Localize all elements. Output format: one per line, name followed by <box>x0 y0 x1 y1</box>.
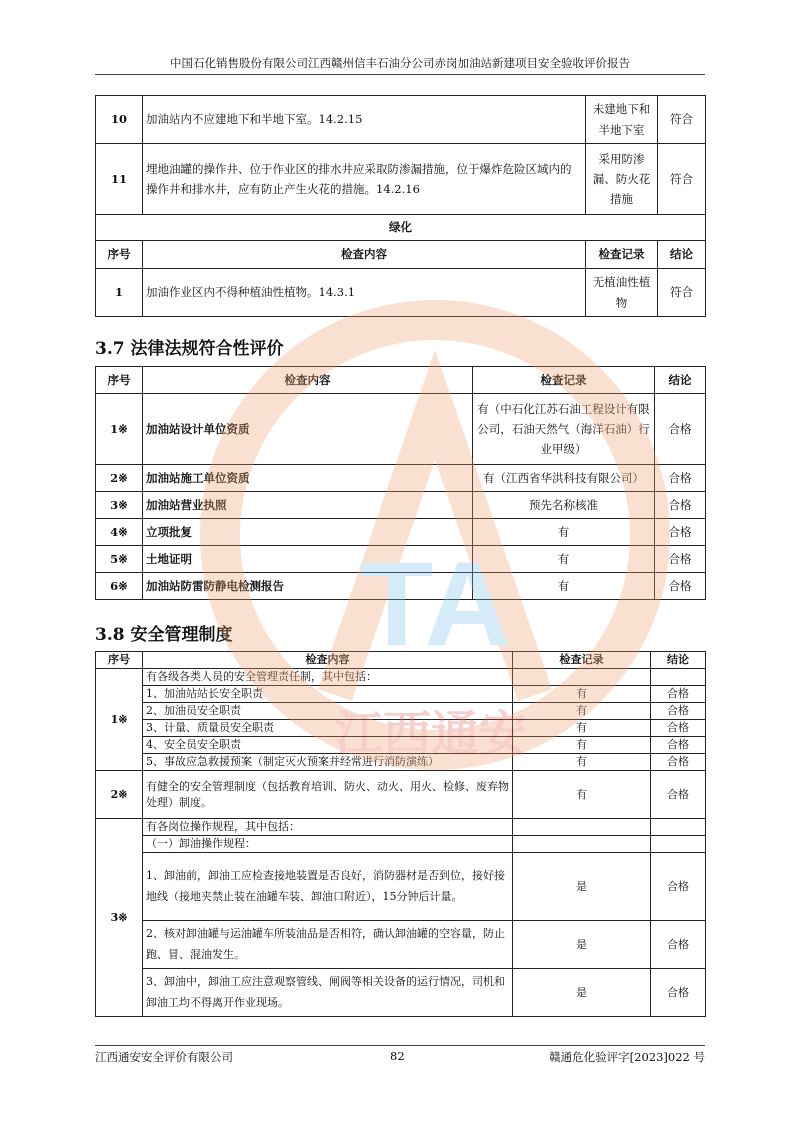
check-content: 2、加油员安全职责 <box>143 703 513 720</box>
check-record <box>513 836 651 853</box>
check-content: 有各级各类人员的安全管理责任制，其中包括： <box>143 669 513 686</box>
check-result <box>651 836 706 853</box>
row-number: 11 <box>96 144 143 215</box>
check-result: 合格 <box>655 573 706 600</box>
check-record: 预先名称核准 <box>473 492 655 519</box>
footer-company: 江西通安安全评价有限公司 <box>95 1050 233 1064</box>
check-content: 2、核对卸油罐与运油罐车所装油品是否相符，确认卸油罐的空容量，防止跑、冒、混油发生。 <box>143 921 513 969</box>
check-result <box>651 819 706 836</box>
table-row <box>96 465 706 492</box>
check-content: 3、卸油中，卸油工应注意观察管线、闸阀等相关设备的运行情况，司机和卸油工均不得离开作业现场。 <box>143 969 513 1017</box>
check-content: 3、计量、质量员安全职责 <box>143 720 513 737</box>
check-content: 加油站设计单位资质 <box>143 394 473 465</box>
check-content: 加油作业区内不得种植油性植物。14.3.1 <box>143 269 586 317</box>
table-header-row <box>96 367 706 394</box>
check-record: 无植油性植物 <box>586 269 658 317</box>
check-content: 加油站施工单位资质 <box>143 465 473 492</box>
col-header-content: 检查内容 <box>143 652 513 669</box>
row-number: 5※ <box>96 546 143 573</box>
check-record: 有（江西省华洪科技有限公司） <box>473 465 655 492</box>
check-result: 合格 <box>655 519 706 546</box>
table-row <box>96 754 706 771</box>
table-row <box>96 771 706 819</box>
table-row <box>96 492 706 519</box>
check-result: 合格 <box>651 853 706 921</box>
table-header-row <box>96 241 706 269</box>
legal-compliance-table <box>95 366 706 600</box>
check-record: 有（中石化江苏石油工程设计有限公司，石油天然气（海洋石油）行业甲级） <box>473 394 655 465</box>
table-row <box>96 669 706 686</box>
check-result: 合格 <box>651 686 706 703</box>
check-record <box>513 819 651 836</box>
table-row <box>96 737 706 754</box>
subsection-row <box>96 215 706 241</box>
table-row <box>96 686 706 703</box>
table-row <box>96 573 706 600</box>
row-number: 3※ <box>96 819 143 1017</box>
table-row <box>96 96 706 144</box>
header-divider <box>95 74 705 75</box>
check-content: 1、卸油前，卸油工应检查接地装置是否良好，消防器材是否到位，接好接地线（接地夹禁止装在油罐车装、卸油口附近），15分钟后计量。 <box>143 853 513 921</box>
check-result: 合格 <box>655 546 706 573</box>
check-content: （一）卸油操作规程： <box>143 836 513 853</box>
footer-divider <box>95 1045 705 1046</box>
check-record: 采用防渗漏、防火花措施 <box>586 144 658 215</box>
check-record: 有 <box>513 737 651 754</box>
table-row <box>96 921 706 969</box>
check-result: 合格 <box>655 394 706 465</box>
col-header-record: 检查记录 <box>513 652 651 669</box>
check-content: 加油站防雷防静电检测报告 <box>143 573 473 600</box>
check-content: 有各岗位操作规程，其中包括： <box>143 819 513 836</box>
table-row <box>96 519 706 546</box>
col-header-content: 检查内容 <box>143 367 473 394</box>
check-result: 符合 <box>658 144 706 215</box>
check-record: 是 <box>513 921 651 969</box>
check-record: 是 <box>513 969 651 1017</box>
check-result: 合格 <box>651 771 706 819</box>
check-result: 合格 <box>651 921 706 969</box>
check-record: 有 <box>513 720 651 737</box>
row-number: 4※ <box>96 519 143 546</box>
page-number: 82 <box>390 1049 405 1063</box>
check-result: 合格 <box>651 720 706 737</box>
safety-management-table <box>95 651 706 1017</box>
row-number: 2※ <box>96 771 143 819</box>
check-record: 是 <box>513 853 651 921</box>
check-content: 加油站内不应建地下和半地下室。14.2.15 <box>143 96 586 144</box>
col-header-content: 检查内容 <box>143 241 586 269</box>
table-row <box>96 969 706 1017</box>
check-record: 有 <box>473 519 655 546</box>
table-row <box>96 394 706 465</box>
col-header-no: 序号 <box>96 241 143 269</box>
row-number: 6※ <box>96 573 143 600</box>
check-content: 立项批复 <box>143 519 473 546</box>
row-number: 1※ <box>96 394 143 465</box>
table-row <box>96 720 706 737</box>
check-content: 5、事故应急救援预案（制定灭火预案并经常进行消防演练） <box>143 754 513 771</box>
row-number: 1 <box>96 269 143 317</box>
row-number: 2※ <box>96 465 143 492</box>
footer-doc-number: 赣通危化验评字[2023]022 号 <box>549 1050 705 1064</box>
page-header: 中国石化销售股份有限公司江西赣州信丰石油分公司赤岗加油站新建项目安全验收评价报告 <box>170 56 630 70</box>
seal-letters: TA <box>360 537 512 671</box>
section-title-3-8: 3.8 安全管理制度 <box>95 625 233 645</box>
table-header-row <box>96 652 706 669</box>
check-content: 埋地油罐的操作井、位于作业区的排水井应采取防渗漏措施，位于爆炸危险区域内的操作井和排水井，应有防止产生火花的措施。14.2.16 <box>143 144 586 215</box>
row-number: 1※ <box>96 669 143 771</box>
table-row <box>96 853 706 921</box>
table-row <box>96 819 706 836</box>
check-record: 有 <box>513 771 651 819</box>
check-result <box>651 669 706 686</box>
col-header-result: 结论 <box>651 652 706 669</box>
subsection-title: 绿化 <box>96 215 706 241</box>
table-row <box>96 703 706 720</box>
check-record <box>513 669 651 686</box>
continuation-table <box>95 95 706 317</box>
table-row <box>96 269 706 317</box>
check-content: 有健全的安全管理制度（包括教育培训、防火、动火、用火、检修、废弃物处理）制度。 <box>143 771 513 819</box>
check-record: 有 <box>513 686 651 703</box>
table-row <box>96 836 706 853</box>
check-result: 合格 <box>655 492 706 519</box>
table-row <box>96 546 706 573</box>
check-result: 合格 <box>655 465 706 492</box>
check-record: 有 <box>513 754 651 771</box>
check-result: 符合 <box>658 96 706 144</box>
check-record: 有 <box>473 546 655 573</box>
col-header-no: 序号 <box>96 367 143 394</box>
check-result: 合格 <box>651 737 706 754</box>
section-title-3-7: 3.7 法律法规符合性评价 <box>95 339 284 359</box>
check-content: 4、安全员安全职责 <box>143 737 513 754</box>
check-record: 未建地下和半地下室 <box>586 96 658 144</box>
check-content: 土地证明 <box>143 546 473 573</box>
col-header-record: 检查记录 <box>586 241 658 269</box>
check-record: 有 <box>473 573 655 600</box>
col-header-record: 检查记录 <box>473 367 655 394</box>
table-row <box>96 144 706 215</box>
check-result: 合格 <box>651 703 706 720</box>
check-content: 加油站营业执照 <box>143 492 473 519</box>
col-header-result: 结论 <box>655 367 706 394</box>
check-content: 1、加油站站长安全职责 <box>143 686 513 703</box>
check-result: 符合 <box>658 269 706 317</box>
check-result: 合格 <box>651 969 706 1017</box>
col-header-no: 序号 <box>96 652 143 669</box>
col-header-result: 结论 <box>658 241 706 269</box>
row-number: 10 <box>96 96 143 144</box>
row-number: 3※ <box>96 492 143 519</box>
check-result: 合格 <box>651 754 706 771</box>
check-record: 有 <box>513 703 651 720</box>
seal-stamp-text: 江西通安 <box>335 706 528 762</box>
